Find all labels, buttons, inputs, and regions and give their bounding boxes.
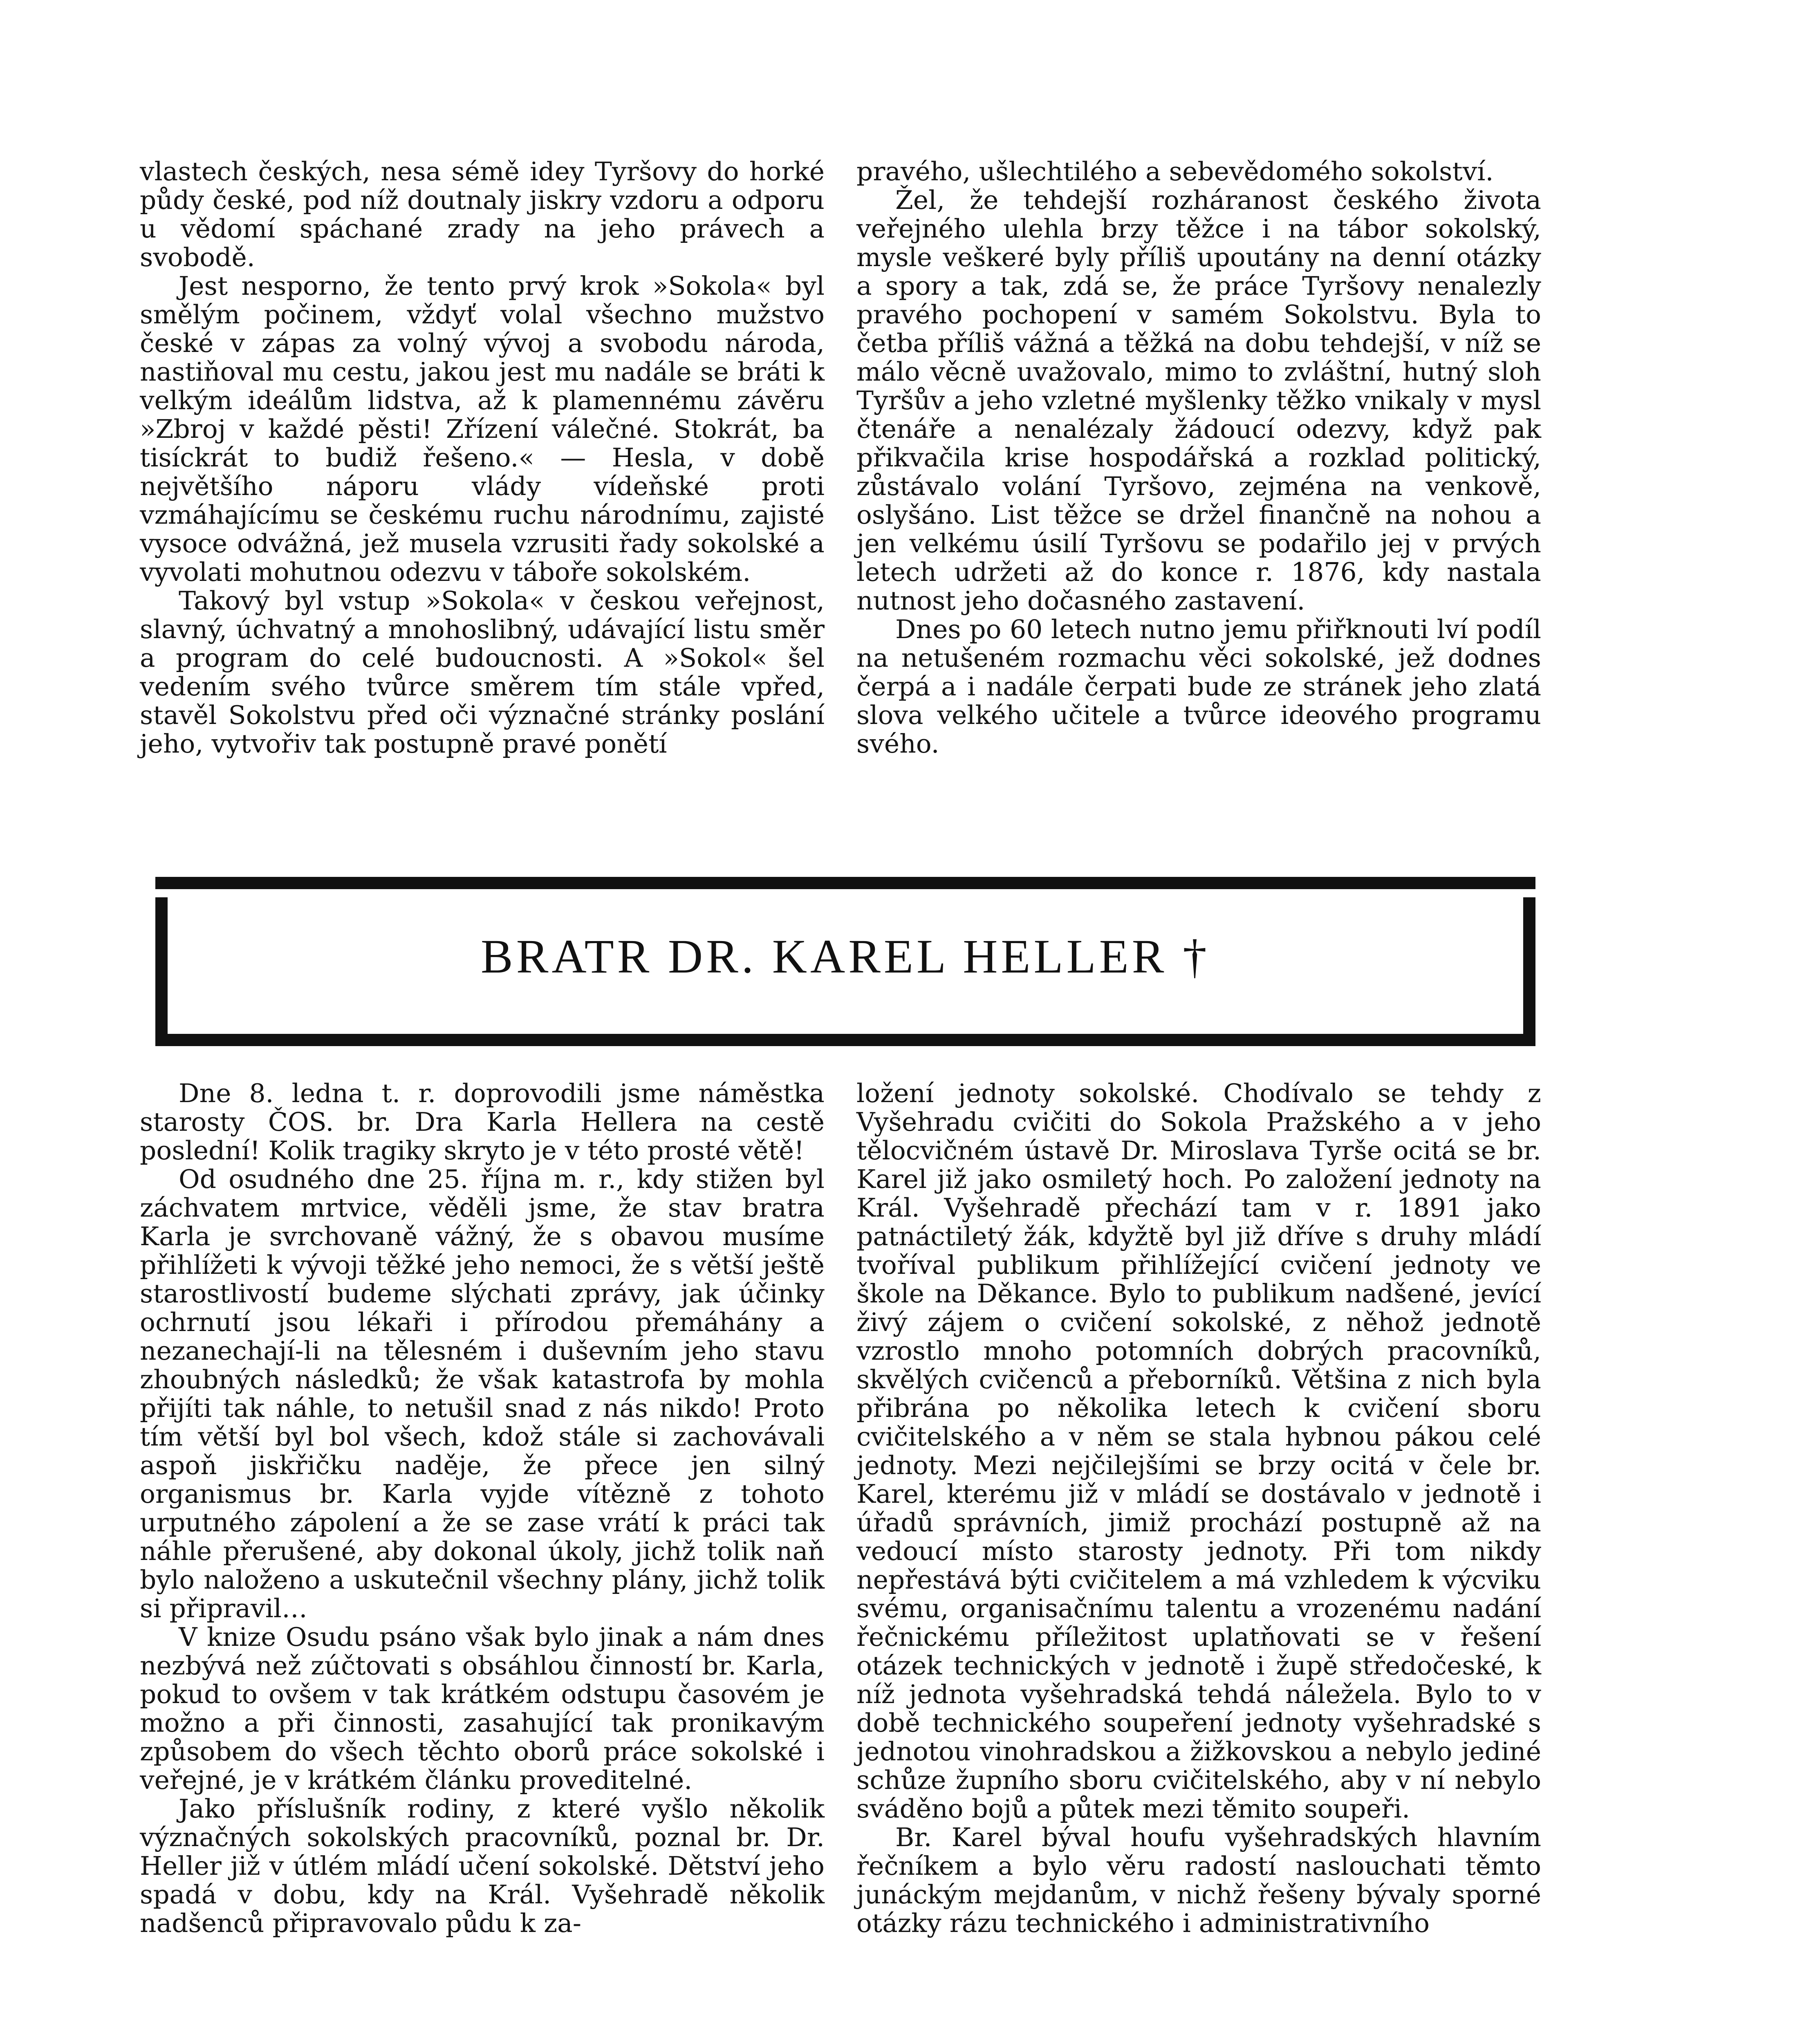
paragraph: Dnes po 60 letech nutno jemu přiřknouti lví podíl na netušeném rozmachu věci sokolské, jež dodnes čerpá a i nadále čerpati bude ze stránek jeho zlatá slova velkého učitele a tvůrce ideového programu svého. xyxy=(856,614,1541,759)
paragraph: Takový byl vstup »Sokola« v českou veřejnost, slavný, úchvatný a mnohoslibný, udávající listu směr a program do celé budoucnosti. A »Sokol« šel vedením svého tvůrce směrem tím stále vpřed, stavěl Sokolstvu před oči význačné stránky poslání jeho, vytvořiv tak postupně pravé ponětí xyxy=(140,586,825,759)
paragraph: Od osudného dne 25. října m. r., kdy stižen byl záchvatem mrtvice, věděli jsme, že stav bratra Karla je svrchovaně vážný, že s obavou musíme přihlížeti k vývoji těžké jeho nemoci, že s větší ještě starostlivostí budeme slýchati zprávy, jak účinky ochrnutí jsou lékaři i přírodou přemáhány a nezanechají-li na tělesném i duševním jeho stavu zhoubných následků; že však katastrofa by mohla přijíti tak náhle, to netušil snad z nás nikdo! Proto tím větší byl bol všech, kdož stále si zachovávali aspoň jiskřičku naděje, že přece jen silný organismus br. Karla vyjde vítězně z tohoto urputného zápolení a že se zase vrátí k práci tak náhle přerušené, aby dokonal úkoly, jichž tolik naň bylo naloženo a uskutečnil všechny plány, jichž tolik si připravil… xyxy=(140,1164,825,1623)
paragraph: Br. Karel býval houfu vyšehradských hlavním řečníkem a bylo věru radostí naslouchati těmto junáckým mejdanům, v nichž řešeny bývaly sporné otázky rázu technického i administrativního xyxy=(856,1822,1541,1938)
heading-frame-left-bar xyxy=(155,897,168,1046)
paragraph: vlastech českých, nesa sémě idey Tyršovy do horké půdy české, pod níž doutnaly jiskry vzdoru a odporu u vědomí spáchané zrady na jeho právech a svobodě. xyxy=(140,157,825,272)
top-right-column xyxy=(856,157,1541,758)
paragraph: Jest nesporno, že tento prvý krok »Sokola« byl smělým počinem, vždyť volal všechno mužstvo české v zápas za volný vývoj a svobodu národa, nastiňoval mu cestu, jakou jest mu nadále se bráti k velkým ideálům lidstva, až k plamennému závěru »Zbroj v každé pěsti! Zřízení válečné. Stokrát, ba tisíckrát to budiž řešeno.« — Hesla, v době největšího náporu vlády vídeňské proti vzmáhajícímu se českému ruchu národnímu, zajisté vysoce odvážná, jež musela vzrusiti řady sokolské a vyvolati mohutnou odezvu v táboře sokolském. xyxy=(140,271,825,587)
paragraph: ložení jednoty sokolské. Chodívalo se tehdy z Vyšehradu cvičiti do Sokola Pražského a v jeho tělocvičném ústavě Dr. Miroslava Tyrše ocitá se br. Karel již jako osmiletý hoch. Po založení jednoty na Král. Vyšehradě přechází tam v r. 1891 jako patnáctiletý žák, kdyžtě byl již dříve s druhy mládí tvoříval publikum přihlížející cvičení jednoty ve škole na Děkance. Bylo to publikum nadšené, jevící živý zájem o cvičení sokolské, z něhož jednotě vzrostlo mnoho potomních dobrých pracovníků, skvělých cvičenců a přeborníků. Většina z nich byla přibrána po několika letech k cvičení sboru cvičitelského a v něm se stala hybnou pákou celé jednoty. Mezi nejčilejšími se brzy ocitá v čele br. Karel, kterému již v mládí se dostávalo v jednotě i úřadů správních, jimiž prochází postupně až na vedoucí místo starosty jednoty. Při tom nikdy nepřestává býti cvičitelem a má vzhledem k výcviku svému, organisačnímu talentu a vrozenému nadání řečnickému příležitost uplatňovati se v řešení otázek technických v jednotě i župě středočeské, k níž jednota vyšehradská tehdá náležela. Bylo to v době technického soupeření jednoty vyšehradské s jednotou vinohradskou a žižkovskou a nebylo jediné schůze župního sboru cvičitelského, aby v ní nebylo sváděno bojů a půtek mezi těmito soupeři. xyxy=(856,1078,1541,1824)
paragraph: pravého, ušlechtilého a sebevědomého sokolství. xyxy=(856,157,1494,186)
bottom-right-column xyxy=(856,1079,1541,1938)
paragraph: Jako příslušník rodiny, z které vyšlo několik význačných sokolských pracovníků, poznal br. Dr. Heller již v útlém mládí učení sokolské. Dětství jeho spadá v dobu, kdy na Král. Vyšehradě několik nadšenců připravovalo půdu k za- xyxy=(140,1794,825,1938)
article-heading: BRATR DR. KAREL HELLER † xyxy=(481,930,1210,983)
top-left-column xyxy=(140,157,825,758)
paragraph: V knize Osudu psáno však bylo jinak a nám dnes nezbývá než zúčtovati s obsáhlou činností br. Karla, pokud to ovšem v tak krátkém odstupu časovém je možno a při činnosti, zasahující tak pronikavým způsobem do všech těchto oborů práce sokolské i veřejné, je v krátkém článku proveditelné. xyxy=(140,1622,825,1795)
bottom-left-column xyxy=(140,1079,825,1938)
paragraph: Dne 8. ledna t. r. doprovodili jsme náměstka starosty ČOS. br. Dra Karla Hellera na cestě poslední! Kolik tragiky skryto je v této prosté větě! xyxy=(140,1078,825,1165)
heading-frame-right-bar xyxy=(1523,897,1535,1046)
paragraph: Žel, že tehdejší rozháranost českého života veřejného ulehla brzy těžce i na tábor sokolský, mysle veškeré byly příliš upoutány na denní otázky a spory a tak, zdá se, že práce Tyršovy nenalezly pravého pochopení v samém Sokolstvu. Byla to četba příliš vážná a těžká na dobu tehdejší, v níž se málo věcně uvažovalo, mimo to zvláštní, hutný sloh Tyršův a jeho vzletné myšlenky těžko vnikaly v mysl čtenáře a nenalézaly žádoucí odezvy, když pak přikvačila krise hospodářská a rozklad politický, zůstávalo volání Tyršovo, zejména na venkově, oslyšáno. List těžce se držel finančně na nohou a jen velkému úsilí Tyršovu se podařilo jej v prvých letech udržeti až do konce r. 1876, kdy nastala nutnost jeho dočasného zastavení. xyxy=(856,185,1541,616)
